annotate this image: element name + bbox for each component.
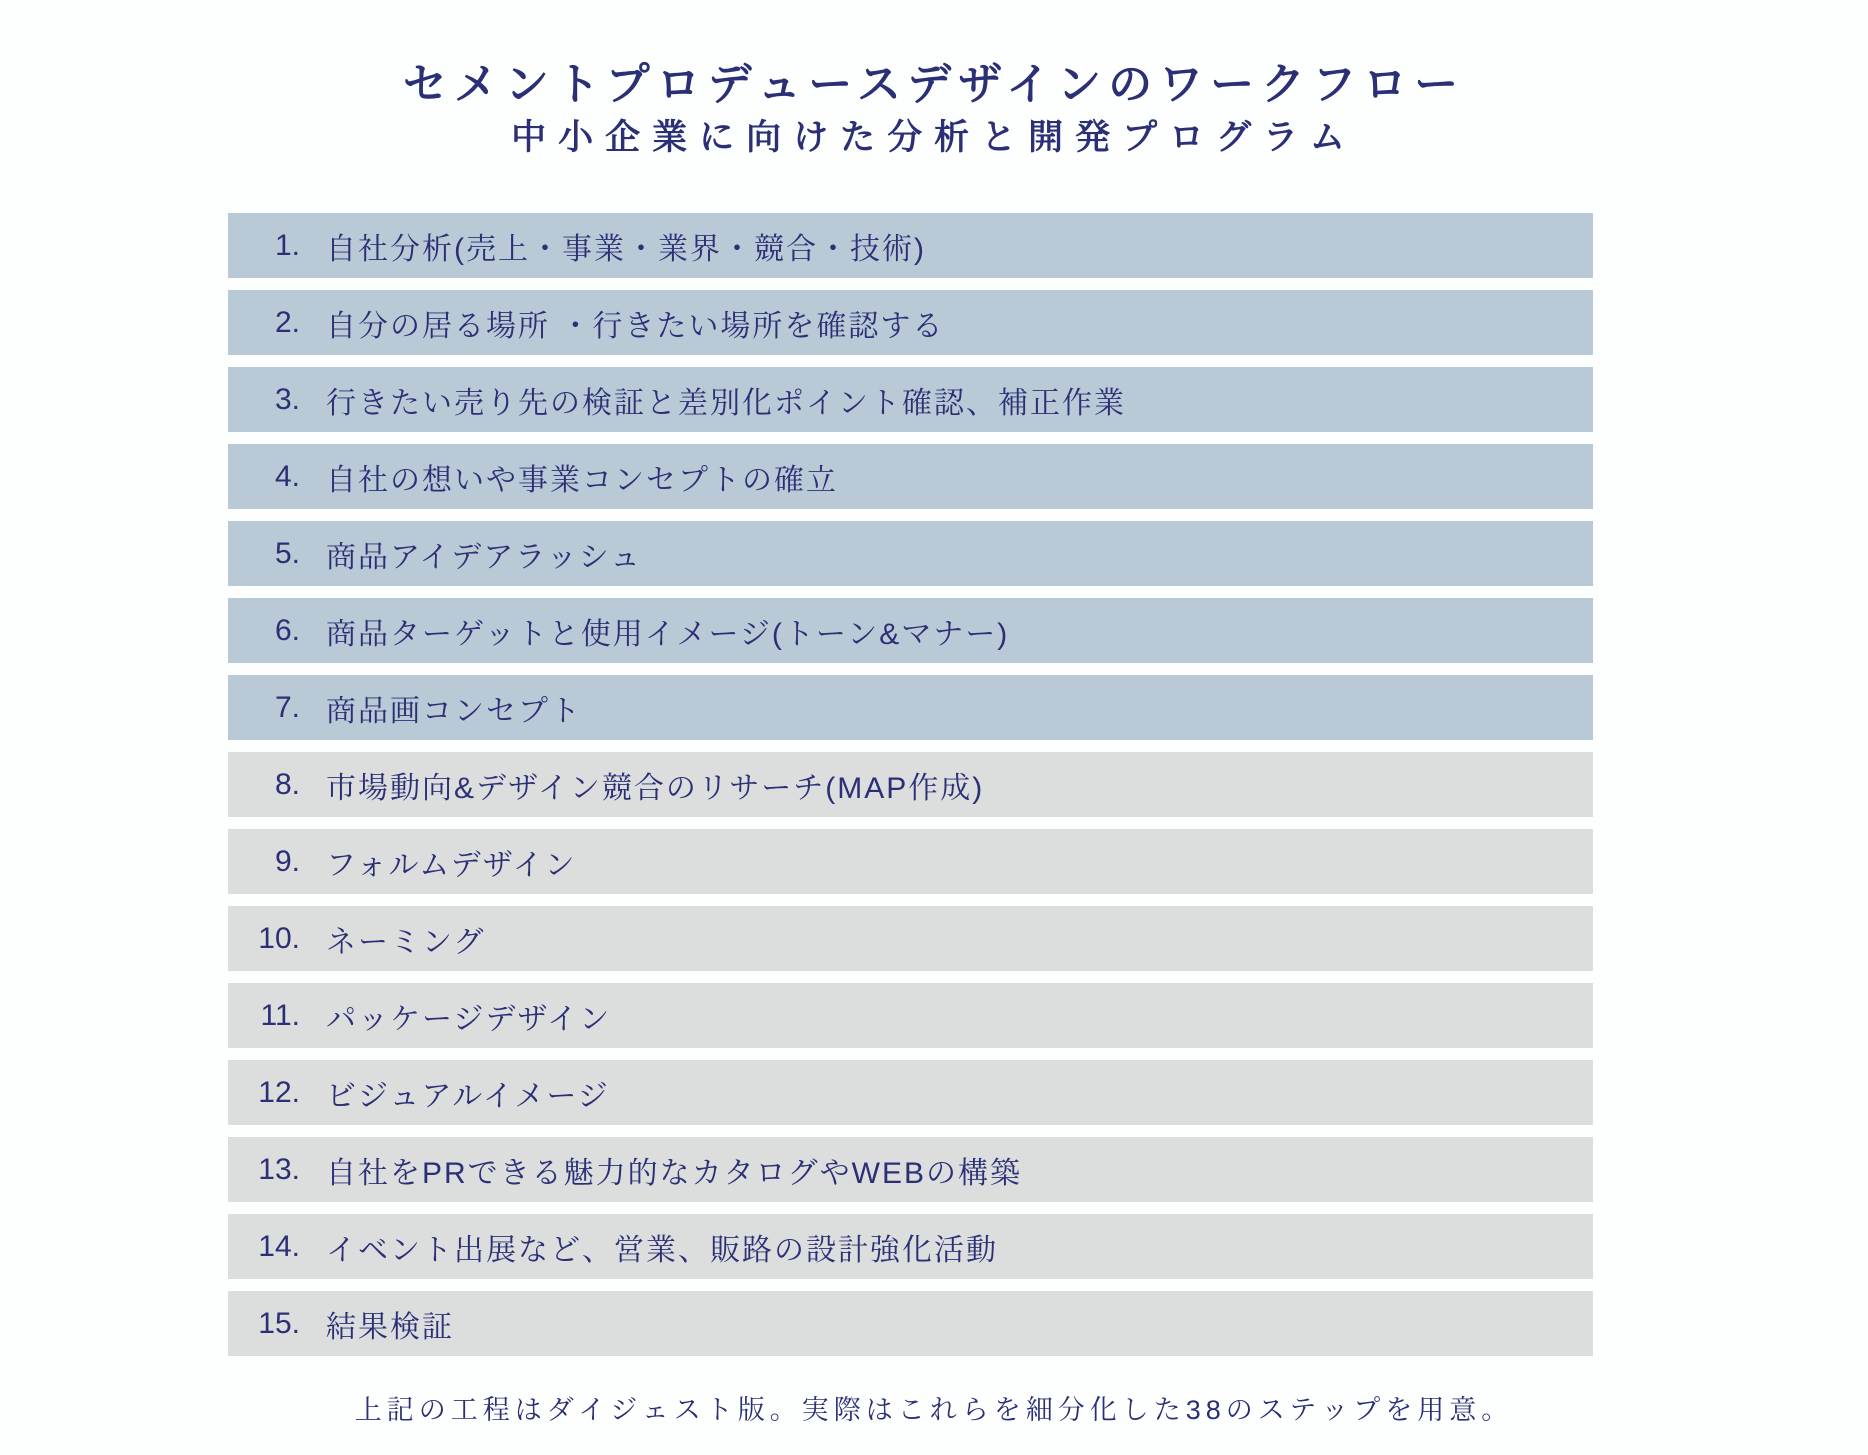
workflow-step-row	[228, 521, 1593, 586]
step-label: 商品画コンセプト	[326, 694, 582, 728]
workflow-step-row	[228, 1214, 1593, 1279]
step-number: 7.	[274, 690, 300, 724]
step-label: 行きたい売り先の検証と差別化ポイント確認、補正作業	[326, 386, 1126, 420]
workflow-step-row	[228, 983, 1593, 1048]
step-label: ネーミング	[326, 925, 486, 959]
workflow-step-list	[228, 213, 1593, 1368]
workflow-step-row	[228, 752, 1593, 817]
step-number: 12.	[258, 1075, 300, 1109]
step-number: 6.	[274, 613, 300, 647]
workflow-step-row	[228, 1060, 1593, 1125]
page-title: セメントプロデュースデザインのワークフロー	[402, 60, 1466, 109]
step-label: イベント出展など、営業、販路の設計強化活動	[326, 1233, 998, 1267]
step-number: 3.	[274, 382, 300, 416]
step-label: 自社をPRできる魅力的なカタログやWEBの構築	[326, 1156, 1023, 1190]
step-number: 13.	[258, 1152, 300, 1186]
step-label: 商品ターゲットと使用イメージ(トーン&マナー)	[326, 617, 1010, 651]
workflow-step-row	[228, 1291, 1593, 1356]
step-label: 自社の想いや事業コンセプトの確立	[326, 463, 838, 497]
workflow-step-row	[228, 906, 1593, 971]
workflow-step-row	[228, 367, 1593, 432]
page-subtitle: 中小企業に向けた分析と開発プログラム	[511, 118, 1357, 157]
workflow-step-row	[228, 444, 1593, 509]
step-label: 自社分析(売上・事業・業界・競合・技術)	[326, 232, 926, 266]
step-label: 商品アイデアラッシュ	[326, 540, 643, 574]
step-number: 14.	[258, 1229, 300, 1263]
workflow-step-row	[228, 1137, 1593, 1202]
workflow-step-row	[228, 829, 1593, 894]
step-number: 8.	[274, 767, 300, 801]
step-number: 4.	[274, 459, 300, 493]
workflow-step-row	[228, 675, 1593, 740]
footer-note: 上記の工程はダイジェスト版。実際はこれらを細分化した38のステップを用意。	[354, 1395, 1514, 1425]
step-label: 結果検証	[326, 1310, 454, 1344]
step-label: ビジュアルイメージ	[326, 1079, 610, 1113]
workflow-step-row	[228, 598, 1593, 663]
step-label: 自分の居る場所 ・行きたい場所を確認する	[326, 309, 945, 343]
step-label: フォルムデザイン	[326, 848, 577, 882]
step-number: 10.	[258, 921, 300, 955]
step-number: 9.	[274, 844, 300, 878]
step-label: パッケージデザイン	[326, 1002, 612, 1036]
step-number: 1.	[274, 228, 300, 262]
step-number: 11.	[260, 998, 300, 1032]
workflow-step-row	[228, 213, 1593, 278]
step-label: 市場動向&デザイン競合のリサーチ(MAP作成)	[326, 771, 985, 805]
step-number: 2.	[274, 305, 300, 339]
step-number: 15.	[258, 1306, 300, 1340]
step-number: 5.	[274, 536, 300, 570]
workflow-step-row	[228, 290, 1593, 355]
